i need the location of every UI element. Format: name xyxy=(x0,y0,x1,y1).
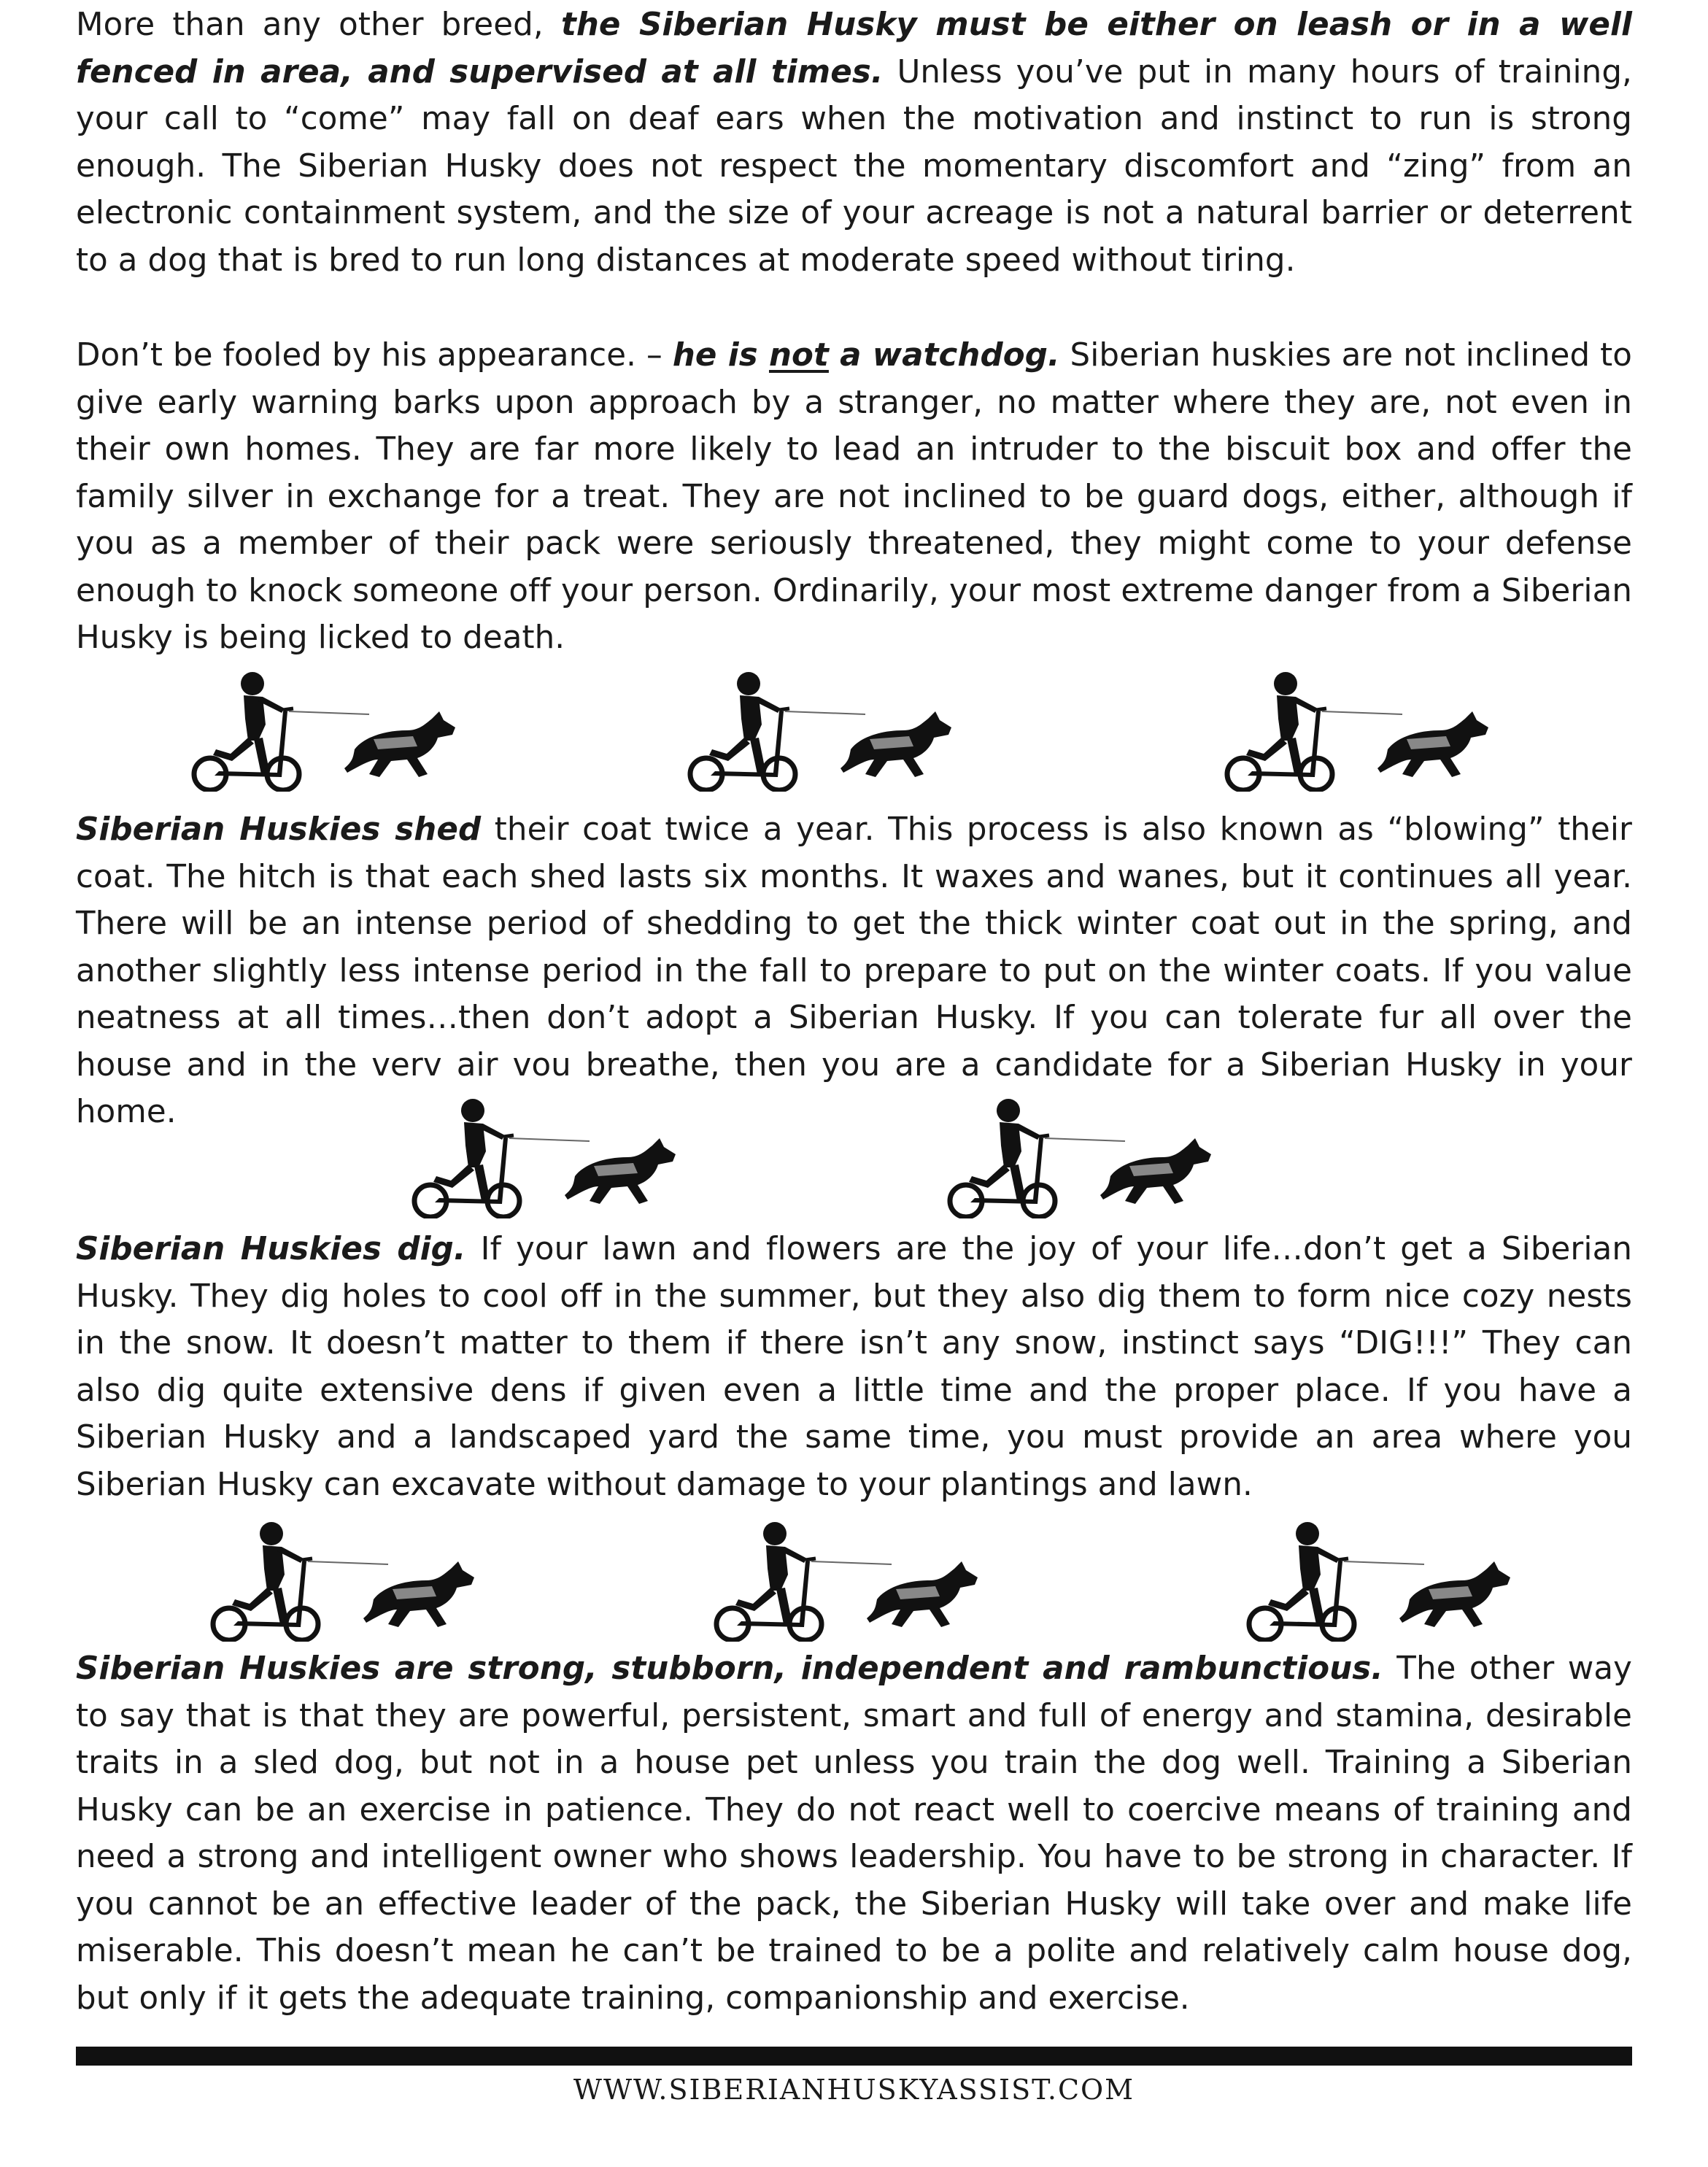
paragraph-strong xyxy=(76,1645,1632,2022)
paragraph-text: Don’t be fooled by his appearance. – xyxy=(76,337,673,374)
paragraph-text: Siberian huskies are not inclined to give early warning barks upon approach by a stranger, no matter where they are, not even in their own homes. They are far more likely to lead an intruder to the biscuit box and offer the family silver in exchange for a treat. They are not inclined to be guard dogs, either, although if you as a member of their pack were seriously threatened, they might come to your defense enough to knock someone off your person. Ordinarily, your most extreme danger from a Siberian Husky is being licked to death. xyxy=(76,337,1632,656)
lead-part: he is xyxy=(672,337,769,374)
paragraph-dig xyxy=(76,1226,1632,1508)
paragraph-lead: Siberian Huskies dig. xyxy=(76,1231,466,1267)
paragraph-lead xyxy=(673,337,1060,374)
lead-part: a watchdog. xyxy=(828,337,1060,374)
paragraph-text: their coat twice a year. This process is also known as “blowing” their coat. The hitch is that each shed lasts six months. It waxes and wanes, but it continues all year. There will be an intense period of shedding to get the thick winter coat out in the spring, and another slightly less intense period in the fall to prepare to put on the winter coats. If you value neatness at all times…then don’t adopt a Siberian Husky. If you can tolerate fur all over the house and in the verv air vou breathe, then you are a candidate for a Siberian Husky in your home. xyxy=(76,811,1632,1130)
paragraph-text: If your lawn and flowers are the joy of your life…don’t get a Siberian Husky. They dig holes to cool off in the summer, but they also dig them to form nice cozy nests in the snow. It doesn’t matter to them if there isn’t any snow, instinct says “DIG!!!” They can also dig quite extensive dens if given even a little time and the proper place. If you have a Siberian Husky and a landscaped yard the same time, you must provide an area where you Siberian Husky can excavate without damage to your plantings and lawn. xyxy=(76,1231,1632,1503)
dog-scooter-icon xyxy=(668,668,967,792)
paragraph-text: More than any other breed, xyxy=(76,7,561,43)
paragraph-lead: Siberian Huskies shed xyxy=(76,811,482,848)
footer-rule xyxy=(76,2047,1632,2066)
paragraph-leash xyxy=(76,1,1632,284)
dog-scooter-icon xyxy=(928,1094,1227,1218)
lead-underlined: not xyxy=(768,337,829,374)
dog-scooter-icon xyxy=(191,1518,490,1642)
paragraph-lead: the Siberian Husky must be either on leash or in a well fenced in area, and supervised at all times. xyxy=(76,7,1632,90)
dog-scooter-icon xyxy=(695,1518,994,1642)
dog-scooter-icon xyxy=(393,1094,692,1218)
paragraph-watchdog xyxy=(76,332,1632,662)
dog-scooter-icon xyxy=(1227,1518,1526,1642)
paragraph-text: The other way to say that is that they are powerful, persistent, smart and full of energy and stamina, desirable traits in a sled dog, but not in a house pet unless you train the dog well. Training a Siberian Husky can be an exercise in patience. They do not react well to coercive means of training and need a strong and intelligent owner who shows leadership. You have to be strong in character. If you cannot be an effective leader of the pack, the Siberian Husky will take over and make life miserable. This doesn’t mean he can’t be trained to be a polite and relatively calm house dog, but only if it gets the adequate training, companionship and exercise. xyxy=(76,1650,1632,2017)
paragraph-lead: Siberian Huskies are strong, stubborn, independent and rambunctious. xyxy=(76,1650,1383,1687)
paragraph-text: Unless you’ve put in many hours of training, your call to “come” may fall on deaf ears when the motivation and instinct to run is strong enough. The Siberian Husky does not respect the momentary discomfort and “zing” from an electronic containment system, and the size of your acreage is not a natural barrier or deterrent to a dog that is bred to run long distances at moderate speed without tiring. xyxy=(76,53,1632,279)
footer-url[interactable]: WWW.SIBERIANHUSKYASSIST.COM xyxy=(573,2074,1135,2106)
dog-scooter-icon xyxy=(1205,668,1504,792)
dog-scooter-icon xyxy=(172,668,471,792)
paragraph-shed xyxy=(76,806,1632,1136)
